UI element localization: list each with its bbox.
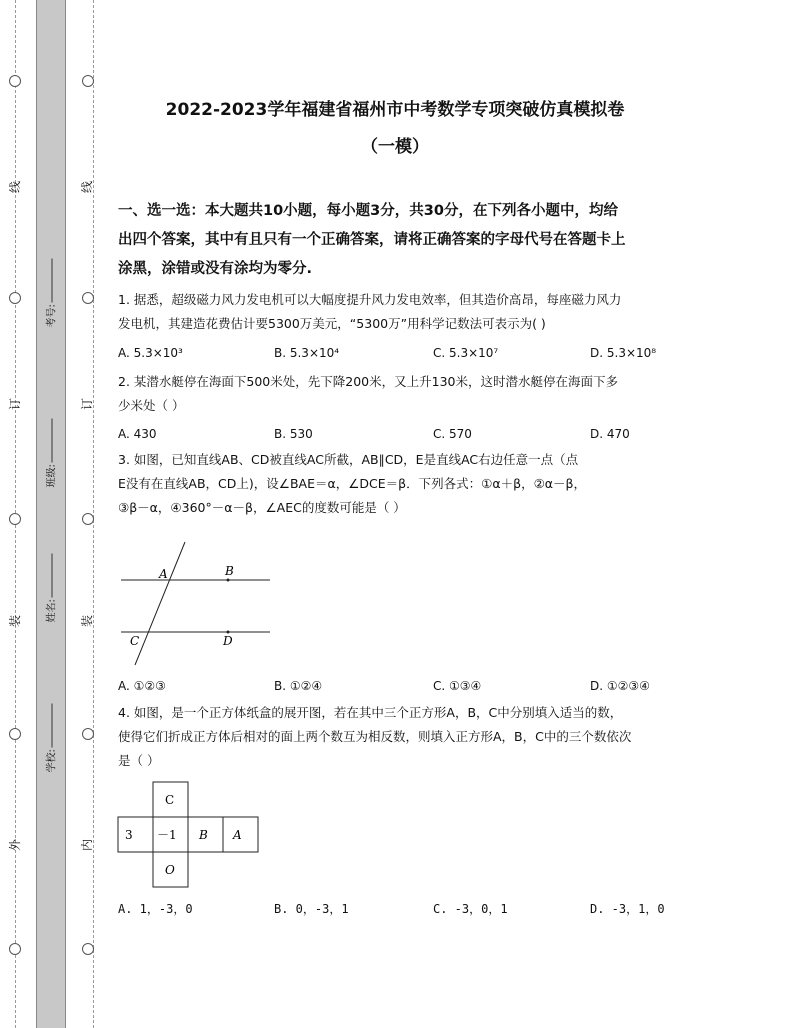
cube-net-figure: [113, 780, 263, 892]
binding-hole-icon: [82, 513, 94, 525]
section-line: 出四个答案，其中有且只有一个正确答案，请将正确答案的字母代号在答题卡上: [118, 232, 626, 248]
question-text: ③β－α，④360°－α－β，∠AEC的度数可能是（ ）: [118, 500, 406, 515]
question-text: 使得它们折成正方体后相对的面上两个数互为相反数，则填入正方形A，B，C中的三个数依次: [118, 729, 632, 744]
point-label-d: D: [223, 634, 233, 648]
option-a[interactable]: A. 5.3×10³: [118, 346, 183, 360]
option-b[interactable]: B. 5.3×10⁴: [274, 346, 340, 360]
inner-dashed-line: [93, 0, 94, 1028]
margin-char: 订: [80, 398, 94, 411]
option-a[interactable]: A. ①②③: [118, 679, 166, 693]
question-3: [118, 448, 680, 520]
option-c[interactable]: C. 5.3×10⁷: [433, 346, 499, 360]
question-4: [118, 701, 680, 773]
net-cell-b: B: [199, 828, 208, 842]
net-cell-c: C: [165, 793, 175, 807]
page-subtitle: （一模）: [361, 137, 429, 157]
option-c[interactable]: C. ①③④: [433, 679, 482, 693]
margin-char: 线: [80, 181, 94, 194]
option-b[interactable]: B. 530: [274, 427, 313, 441]
section-line: 一、选一选：本大题共10小题，每小题3分，共30分，在下列各小题中，均给: [118, 203, 618, 219]
net-cell-o: O: [165, 863, 175, 877]
net-cell-a: A: [233, 828, 242, 842]
point-label-a: A: [159, 567, 168, 581]
question-text: 4. 如图，是一个正方体纸盒的展开图，若在其中三个正方形A，B，C中分别填入适当的数，: [118, 705, 623, 720]
parallel-lines-figure: [115, 538, 275, 668]
margin-char: 订: [8, 398, 22, 411]
exam-number-field[interactable]: [43, 288, 58, 328]
question-1: [118, 288, 680, 336]
margin-char: 装: [8, 615, 22, 628]
school-field[interactable]: [43, 733, 58, 773]
option-b[interactable]: B. 0，-3，1: [274, 902, 349, 916]
option-c[interactable]: C. -3，0，1: [433, 902, 508, 916]
net-cell-3: 3: [125, 828, 133, 842]
binding-hole-icon: [9, 943, 21, 955]
option-d[interactable]: D. ①②③④: [590, 679, 650, 693]
question-text: 3. 如图，已知直线AB、CD被直线AC所截，AB∥CD，E是直线AC右边任意一点（点: [118, 452, 579, 467]
field-label: 姓名:: [46, 599, 58, 623]
binding-solid-line: [36, 0, 37, 1028]
margin-char: 线: [8, 181, 22, 194]
net-cell-neg1: －1: [157, 828, 177, 842]
binding-hole-icon: [82, 943, 94, 955]
binding-solid-line: [65, 0, 66, 1028]
margin-char: 内: [80, 839, 94, 852]
question-text: 发电机，其建造花费估计要5300万美元，“5300万”用科学记数法可表示为( ): [118, 316, 546, 331]
section-heading: [118, 197, 678, 284]
question-text: 1. 据悉，超级磁力风力发电机可以大幅度提升风力发电效率，但其造价高昂，每座磁力风力: [118, 292, 622, 307]
option-a[interactable]: A. 430: [118, 427, 157, 441]
field-label: 班级:: [46, 464, 58, 488]
option-d[interactable]: D. -3，1，0: [590, 902, 665, 916]
binding-hole-icon: [9, 728, 21, 740]
margin-char: 外: [8, 839, 22, 852]
binding-hole-icon: [9, 75, 21, 87]
field-label: 学校:: [46, 749, 58, 773]
binding-hole-icon: [9, 292, 21, 304]
option-d[interactable]: D. 5.3×10⁸: [590, 346, 657, 360]
binding-hole-icon: [82, 728, 94, 740]
section-line: 涂黑，涂错或没有涂均为零分.: [118, 261, 313, 277]
margin-char: 装: [80, 615, 94, 628]
point-label-c: C: [130, 634, 140, 648]
question-2: [118, 370, 680, 418]
question-text: 2. 某潜水艇停在海面下500米处，先下降200米，又上升130米，这时潜水艇停在海面下多: [118, 374, 618, 389]
question-text: 少米处（ ）: [118, 398, 185, 413]
page-title: 2022-2023学年福建省福州市中考数学专项突破仿真模拟卷: [165, 100, 625, 120]
option-a[interactable]: A. 1，-3，0: [118, 902, 193, 916]
question-text: E没有在直线AB，CD上)，设∠BAE＝α，∠DCE＝β．下列各式：①α＋β，②α－β，: [118, 476, 587, 491]
class-field[interactable]: [43, 448, 58, 488]
option-b[interactable]: B. ①②④: [274, 679, 323, 693]
option-d[interactable]: D. 470: [590, 427, 630, 441]
option-c[interactable]: C. 570: [433, 427, 472, 441]
field-label: 考号:: [46, 304, 58, 328]
binding-hole-icon: [9, 513, 21, 525]
question-text: 是（ ）: [118, 753, 160, 768]
name-field[interactable]: [43, 583, 58, 623]
binding-hole-icon: [82, 75, 94, 87]
binding-hole-icon: [82, 292, 94, 304]
binding-gray-strip: [36, 0, 65, 1028]
point-label-b: B: [225, 564, 234, 578]
